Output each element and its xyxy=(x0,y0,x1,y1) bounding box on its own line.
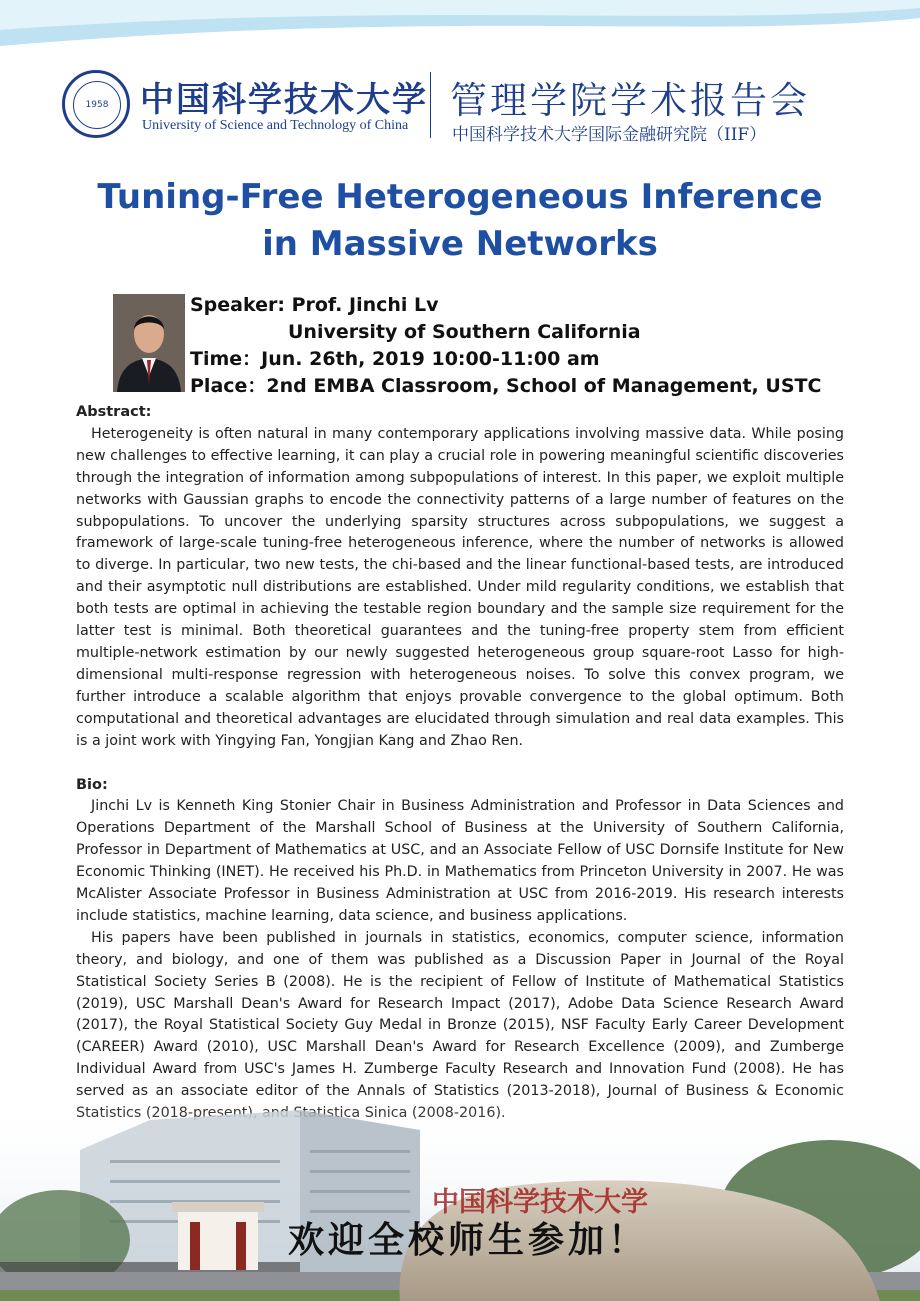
talk-title xyxy=(60,174,860,268)
speaker-photo xyxy=(113,294,185,392)
bio-heading: Bio: xyxy=(76,776,108,793)
welcome-slogan: 欢迎全校师生参加！ xyxy=(288,1219,649,1261)
speaker-line: Speaker: Prof. Jinchi Lv xyxy=(190,294,439,316)
stone-inscription: 中国科学技术大学 xyxy=(432,1187,648,1218)
header-divider xyxy=(430,72,431,138)
talk-info xyxy=(190,292,821,400)
bio-paragraph-2: His papers have been published in journals in statistics, economics, computer science, information theory, and biology, and one of them was published as a Discussion Paper in Journal of the Royal Statistical Society Series B (2008). He is the recipient of Fellow of Institute of Mathematical Statistics (2019), USC Marshall Dean's Award for Research Impact (2017), Adobe Data Science Research Award (2017), the Royal Statistical Society Guy Medal in Bronze (2015), NSF Faculty Early Career Development (CAREER) Award (2010), USC Marshall Dean's Award for Research Excellence (2009), and Zumberge Individual Award from USC's James H. Zumberge Faculty Research and Innovation Fund (2008). He has xyxy=(76,929,844,1078)
place-line: Place：2nd EMBA Classroom, School of Management, USTC xyxy=(190,375,822,397)
top-wave-decoration xyxy=(0,0,920,70)
talk-title-line2: in Massive Networks xyxy=(262,224,658,264)
content xyxy=(76,402,844,1125)
abstract-heading: Abstract: xyxy=(76,404,152,420)
speaker-affiliation: University of Southern California xyxy=(288,321,641,343)
header xyxy=(62,68,862,148)
seal-year: 1958 xyxy=(73,81,121,129)
abstract-text: Heterogeneity is often natural in many contemporary applications involving massive data. While posing new challenges to effective learning, it can play a crucial role in powering meaningful scientific discoveries through the integration of information among subpopulations of interest. In this paper, we exploit multiple networks with Gaussian graphs to encode the connectivity patterns of a large number of features on the subpopulations. To uncover the underlying sparsity structures across subpopulations, we suggest a framework of large-scale tuning-free heterogeneous inference, where the number of networks is allowed to diverge. In particular, two new tests, the chi-based and the linear functional-based tests, are introduced and their asymptotic null distributions are established. Under mild regularity conditions, we establish that both tests are optimal in achieving the testable region boundary and the sample size requirement for the latter test is minimal. Both theoretical guarantees and the tuning-free property stem from efficient multiple-network estimation by our newly suggested heterogeneous group square-root Lasso for high-dimensional multi-response regression with heterogeneous noises. To solve this convex program, we further introduce a scalable algorithm that enjoys provable convergence to the global optimum. Both computational and theoretical advantages are elucidated through simulation and real data examples. This is a joint work with Yingying Fan, Yongjian Kang and Zhao Ren. xyxy=(76,425,844,749)
series-organizer: 中国科学技术大学国际金融研究院（IIF） xyxy=(452,125,767,145)
school-name-cn: 中国科学技术大学 xyxy=(140,80,428,120)
school-name-en: University of Science and Technology of China xyxy=(142,118,409,133)
ustc-seal-logo xyxy=(62,70,130,138)
series-title: 管理学院学术报告会 xyxy=(450,79,810,122)
time-line: Time：Jun. 26th, 2019 10:00-11:00 am xyxy=(190,348,600,370)
bio-paragraph-1: Jinchi Lv is Kenneth King Stonier Chair in Business Administration and Professor in Data Sciences and Operations Department of the Marshall School of Business at the University of Southern California, Professor in Department of Mathematics at USC, and an Associate Fellow of USC Dornsife Institute for New Economic Thinking (INET). He received his Ph.D. in Mathematics from Princeton University in 2007. He was McAlister Associate Professor in Business Administration at USC from 2016-2019. His research interests include statistics, machine learning, data science, and business applications. xyxy=(76,798,844,924)
talk-title-line1: Tuning-Free Heterogeneous Inference xyxy=(97,177,823,217)
